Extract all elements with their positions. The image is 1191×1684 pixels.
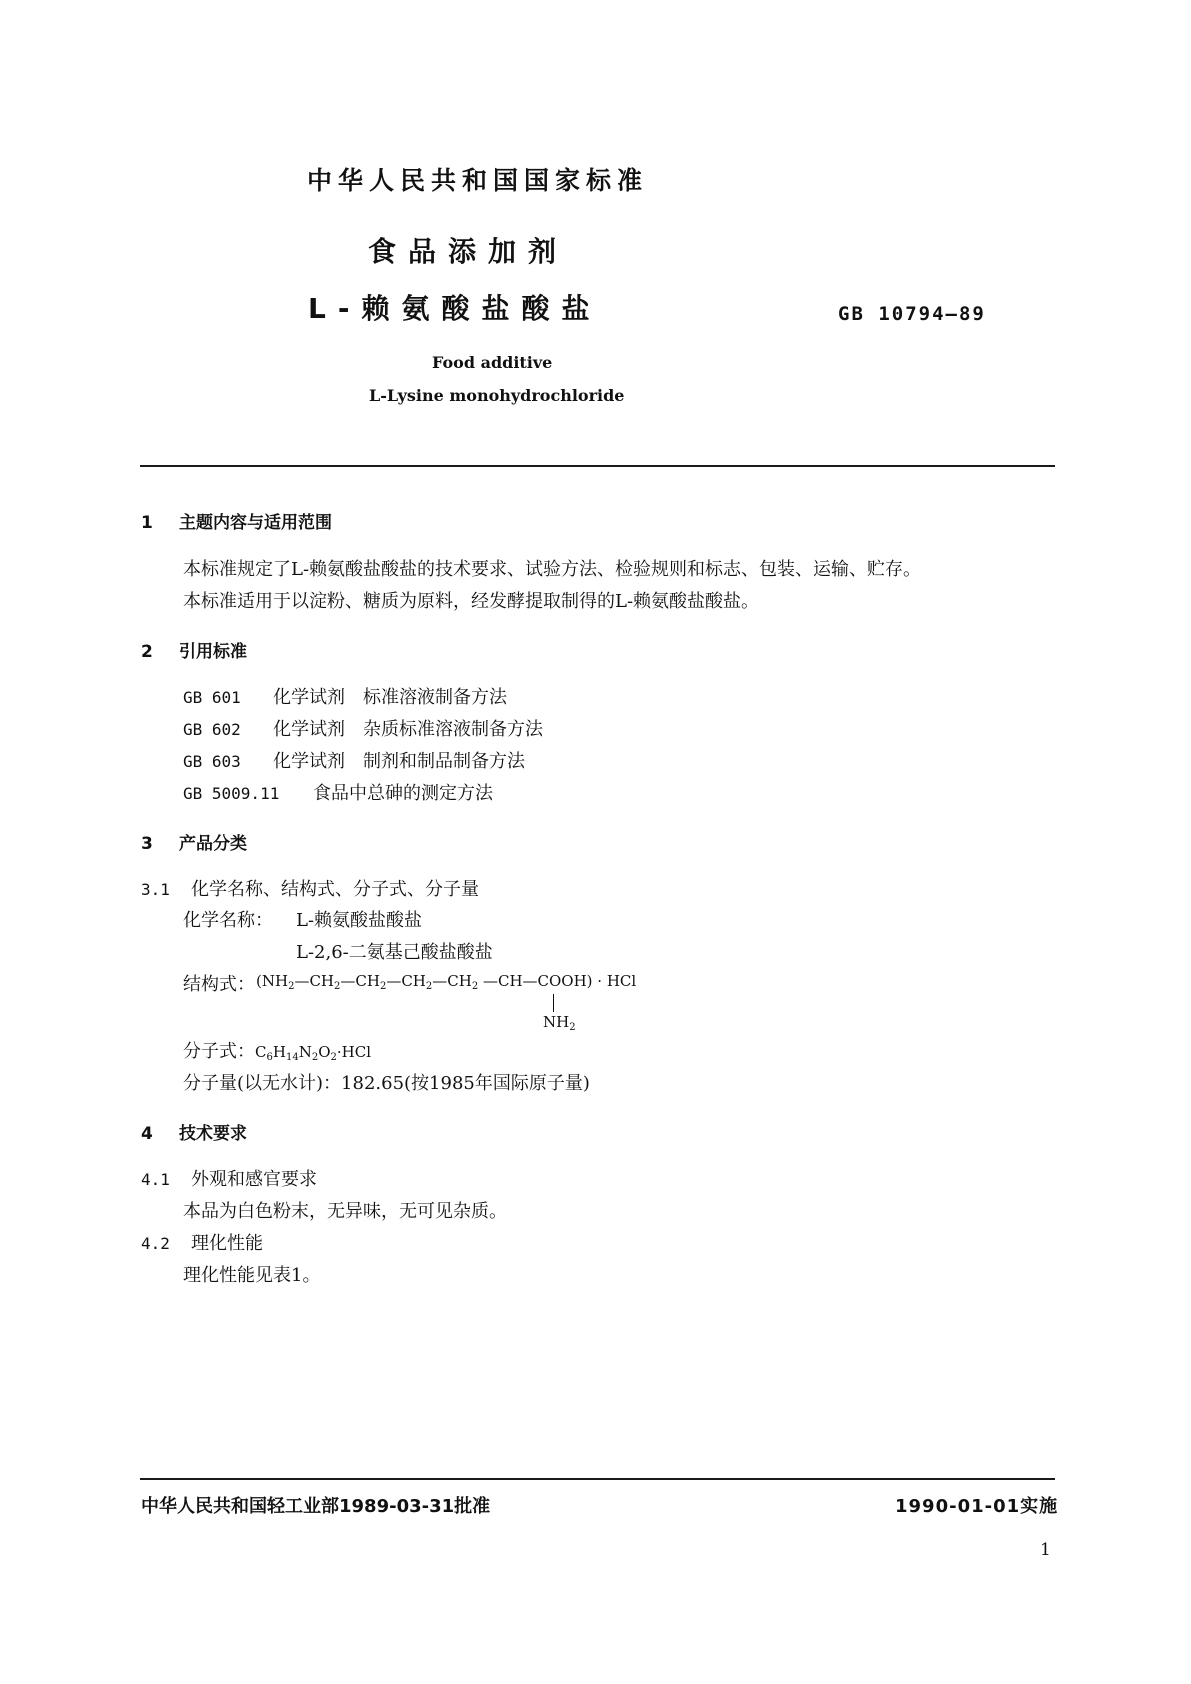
reference-item: [183, 779, 493, 805]
molecular-weight: 分子量(以无水计)：182.65(按1985年国际原子量): [183, 1073, 590, 1094]
section-2-heading: [141, 637, 247, 662]
reference-item: [183, 683, 507, 709]
section-title: 技术要求: [179, 1124, 247, 1144]
formula-amino-branch: $NH_2$: [543, 1013, 576, 1033]
structural-formula: ($NH_2—CH_2—CH_2—CH_2—CH_2$ —CH—COOH) · HCl: [256, 972, 637, 992]
national-standard-heading: 中华人民共和国国家标准: [307, 166, 649, 195]
reference-item: [183, 715, 543, 741]
reference-text: 化学试剂 标准溶液制备方法: [273, 687, 507, 708]
molecular-formula-label: 分子式：: [183, 1041, 255, 1062]
section-number: 4: [141, 1124, 153, 1144]
subsection-title: 外观和感官要求: [191, 1169, 317, 1190]
subsection-number: 4.1: [141, 1170, 170, 1189]
section-1-paragraph-2: 本标准适用于以淀粉、糖质为原料，经发酵提取制得的L-赖氨酸盐酸盐。: [183, 591, 760, 612]
subsection-4-2-heading: [141, 1229, 263, 1255]
page-number: 1: [1040, 1540, 1051, 1560]
reference-code: GB 603: [183, 752, 241, 771]
section-1-paragraph-1: 本标准规定了L-赖氨酸盐酸盐的技术要求、试验方法、检验规则和标志、包装、运输、贮存。: [183, 559, 922, 580]
chemical-name-label: 化学名称：: [183, 910, 273, 931]
subsection-number: 3.1: [141, 880, 170, 899]
chemical-name-1: L-赖氨酸盐酸盐: [296, 910, 423, 931]
subsection-title: 理化性能: [191, 1233, 263, 1254]
section-number: 1: [141, 513, 153, 533]
reference-code: GB 5009.11: [183, 784, 280, 803]
footer-divider: [140, 1478, 1055, 1480]
document-title-line1: 食品添加剂: [368, 235, 569, 268]
subsection-3-1-heading: [141, 875, 479, 901]
subsection-4-2-text: 理化性能见表1。: [183, 1265, 321, 1286]
standard-code: GB 10794—89: [838, 303, 986, 325]
reference-item: [183, 747, 525, 773]
chemical-name-2: L-2,6-二氨基己酸盐酸盐: [296, 942, 493, 963]
reference-code: GB 601: [183, 688, 241, 707]
english-title-line2: L-Lysine monohydrochloride: [369, 386, 625, 405]
effective-date: 1990-01-01实施: [895, 1496, 1059, 1517]
approval-line: 中华人民共和国轻工业部1989-03-31批准: [141, 1496, 491, 1517]
document-title-line2: L-赖氨酸盐酸盐: [308, 292, 602, 325]
subsection-4-1-text: 本品为白色粉末，无异味，无可见杂质。: [183, 1201, 507, 1222]
section-1-heading: [141, 508, 332, 533]
section-title: 产品分类: [179, 834, 247, 854]
header-divider: [140, 465, 1055, 467]
section-3-heading: [141, 829, 247, 854]
subsection-4-1-heading: [141, 1165, 317, 1191]
subsection-title: 化学名称、结构式、分子式、分子量: [191, 879, 479, 900]
structural-formula-label: 结构式：: [183, 974, 255, 995]
reference-code: GB 602: [183, 720, 241, 739]
reference-text: 食品中总砷的测定方法: [313, 783, 493, 804]
english-title-line1: Food additive: [432, 353, 553, 372]
section-4-heading: [141, 1119, 247, 1144]
formula-bond-line: [553, 994, 554, 1012]
molecular-formula: 分子式：$C_6H_{14}N_2O_2\cdot HCl$: [183, 1041, 371, 1063]
subsection-number: 4.2: [141, 1234, 170, 1253]
section-title: 主题内容与适用范围: [179, 513, 332, 533]
reference-text: 化学试剂 杂质标准溶液制备方法: [273, 719, 543, 740]
section-number: 3: [141, 834, 153, 854]
section-number: 2: [141, 642, 153, 662]
reference-text: 化学试剂 制剂和制品制备方法: [273, 751, 525, 772]
section-title: 引用标准: [179, 642, 247, 662]
